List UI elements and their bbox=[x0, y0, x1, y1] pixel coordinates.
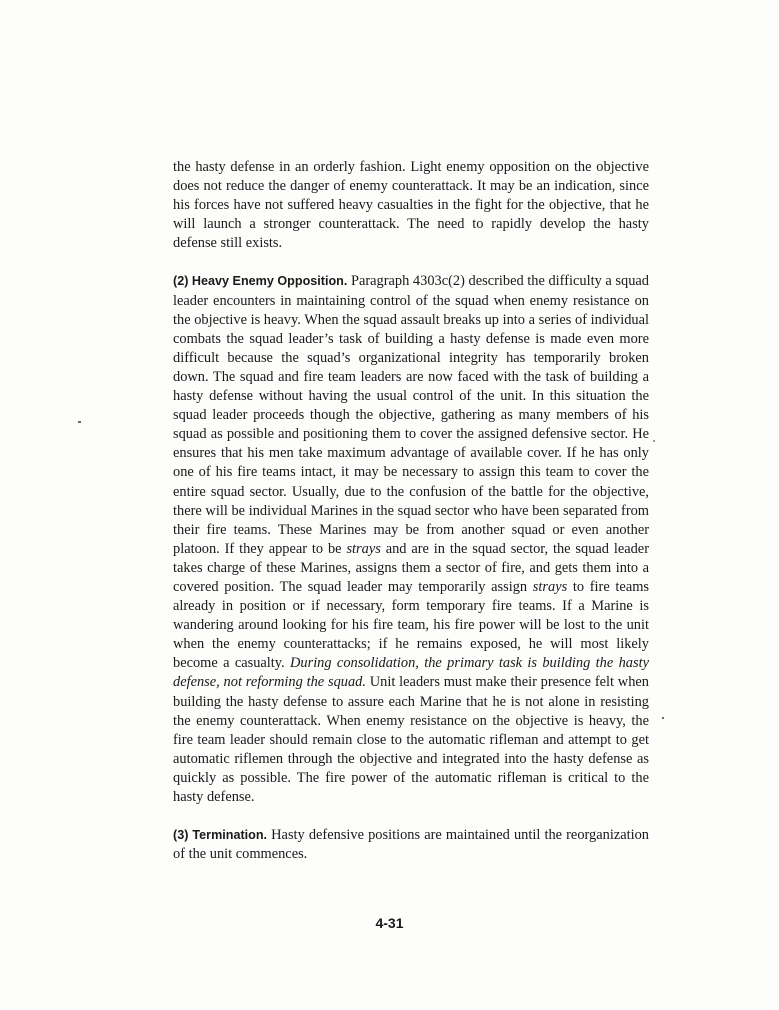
emphasis-text: strays bbox=[346, 540, 381, 557]
scan-speck bbox=[653, 440, 655, 442]
paragraph-text: the hasty defense in an orderly fashion. Light enemy opposition on the objective does not reduce the danger of enemy counterattack. It may be an indication, since his forces have not suffered heavy casualties in the fight for the objective, that he will launch a stronger counterattack. The need to rapidly develop the hasty defense still exists. bbox=[173, 159, 649, 252]
paragraph-termination bbox=[173, 826, 649, 864]
paragraph-text: Unit leaders must make their presence felt when building the hasty defense to assure each Marine that he is not alone in resisting the enemy counterattack. When enemy resistance on the objective is heavy, the fire team leader should remain close to the automatic rifleman and attempt to get automatic riflemen through the objective and integrated into the hasty defense as quickly as possible. The fire power of the automatic rifleman is critical to the hasty defense. bbox=[173, 674, 649, 805]
paragraph-text: to fire teams already in position or if necessary, form temporary fire teams. If a Marine is wandering around looking for his fire team, his fire power will be lost to the unit when the enemy counterattacks; if he remains exposed, he will most likely become a casualty. bbox=[173, 578, 650, 672]
scan-speck bbox=[662, 717, 664, 719]
emphasis-text: strays bbox=[532, 578, 568, 595]
paragraph-text: Hasty defensive positions are maintained until the reorganization of the unit commences. bbox=[173, 827, 649, 863]
section-heading: (3) Termination. bbox=[173, 828, 268, 843]
paragraph-text: and are in the squad sector, the squad leader takes charge of these Marines, assigns them a sector of fire, and gets them into a covered position. The squad leader may temporarily assign bbox=[173, 540, 649, 595]
body-text bbox=[173, 158, 649, 864]
emphasis-text: During consolidation, the primary task is building the hasty defense, not reforming the squad. bbox=[173, 655, 649, 691]
paragraph-heavy-enemy-opposition bbox=[173, 272, 649, 807]
page-number: 4-31 bbox=[375, 915, 404, 931]
section-heading: (2) Heavy Enemy Opposition. bbox=[173, 274, 348, 289]
scan-speck bbox=[78, 421, 81, 423]
paragraph-continuation bbox=[173, 158, 649, 253]
paragraph-text: Paragraph 4303c(2) described the difficulty a squad leader encounters in maintaining control of the squad when enemy resistance on the objective is heavy. When the squad assault breaks up into a series of individual combats the squad leader’s task of building a hasty defense is made even more difficult because the squad’s organizational integrity has temporarily broken down. The squad and fire team leaders are now faced with the task of building a hasty defense without having the usual control of the unit. In this situation the squad leader proceeds though the objective, gathering as many members of his squad as possible and positioning them to cover the assigned defensive sector. He ensures that his men take maximum advantage of available cover. If he has only one of his fire teams intact, it may be necessary to assign this team to cover the entire squad sector. Usually, due to the confusion of the battle for the objective, there will be individual Marines in the squad sector who have been separated from their fire teams. These Marines may be from another squad or even another platoon. If they appear to be bbox=[173, 273, 649, 557]
